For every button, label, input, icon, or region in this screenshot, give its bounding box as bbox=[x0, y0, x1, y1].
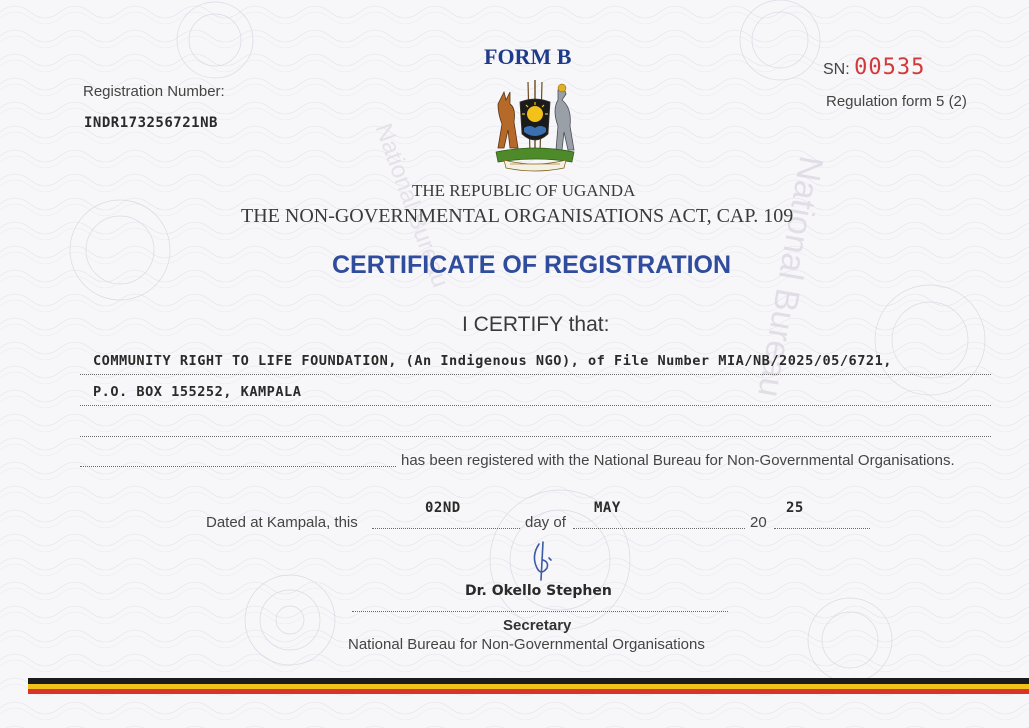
uganda-coat-of-arms-emblem bbox=[490, 78, 580, 174]
serial-prefix: SN: bbox=[823, 61, 850, 78]
organisation-line-2: P.O. BOX 155252, KAMPALA bbox=[93, 384, 302, 400]
watermark-text-right: National Bureau bbox=[750, 153, 830, 401]
act-heading: THE NON-GOVERNMENTAL ORGANISATIONS ACT, CAP. 109 bbox=[241, 205, 794, 227]
certify-text: I CERTIFY that: bbox=[462, 313, 610, 336]
month-dotted-line bbox=[573, 528, 745, 529]
watermark-text-center: National Bureau bbox=[369, 120, 454, 291]
handwritten-signature bbox=[525, 538, 565, 584]
registration-number: INDR173256721NB bbox=[84, 115, 218, 131]
dotted-line-4 bbox=[80, 466, 396, 467]
signatory-title: Secretary bbox=[503, 617, 572, 634]
day-of-label: day of bbox=[525, 514, 566, 531]
registered-statement: has been registered with the National Bureau for Non-Governmental Organisations. bbox=[401, 452, 955, 469]
day-dotted-line bbox=[372, 528, 520, 529]
year-prefix: 20 bbox=[750, 514, 767, 531]
serial-number bbox=[823, 55, 925, 80]
signatory-name: Dr. Okello Stephen bbox=[465, 583, 612, 599]
serial-value: 00535 bbox=[854, 55, 926, 80]
form-label: FORM B bbox=[484, 44, 572, 69]
registration-label: Registration Number: bbox=[83, 83, 225, 100]
flag-stripe-red bbox=[28, 689, 1029, 694]
signature-dotted-line bbox=[352, 611, 728, 612]
certificate-title: CERTIFICATE OF REGISTRATION bbox=[332, 251, 732, 279]
organisation-line-1: COMMUNITY RIGHT TO LIFE FOUNDATION, (An Indigenous NGO), of File Number MIA/NB/2025/05/6721, bbox=[93, 353, 892, 369]
dated-prefix: Dated at Kampala, this bbox=[206, 514, 358, 531]
signatory-organisation: National Bureau for Non-Governmental Organisations bbox=[348, 636, 705, 653]
day-value: 02ND bbox=[425, 500, 461, 516]
republic-heading: THE REPUBLIC OF UGANDA bbox=[412, 181, 636, 200]
year-dotted-line bbox=[774, 528, 870, 529]
year-value: 25 bbox=[786, 500, 804, 516]
month-value: MAY bbox=[594, 500, 621, 516]
dotted-line-3 bbox=[80, 436, 991, 437]
dotted-line-2 bbox=[80, 405, 991, 406]
dotted-line-1 bbox=[80, 374, 991, 375]
regulation-form: Regulation form 5 (2) bbox=[826, 93, 967, 110]
